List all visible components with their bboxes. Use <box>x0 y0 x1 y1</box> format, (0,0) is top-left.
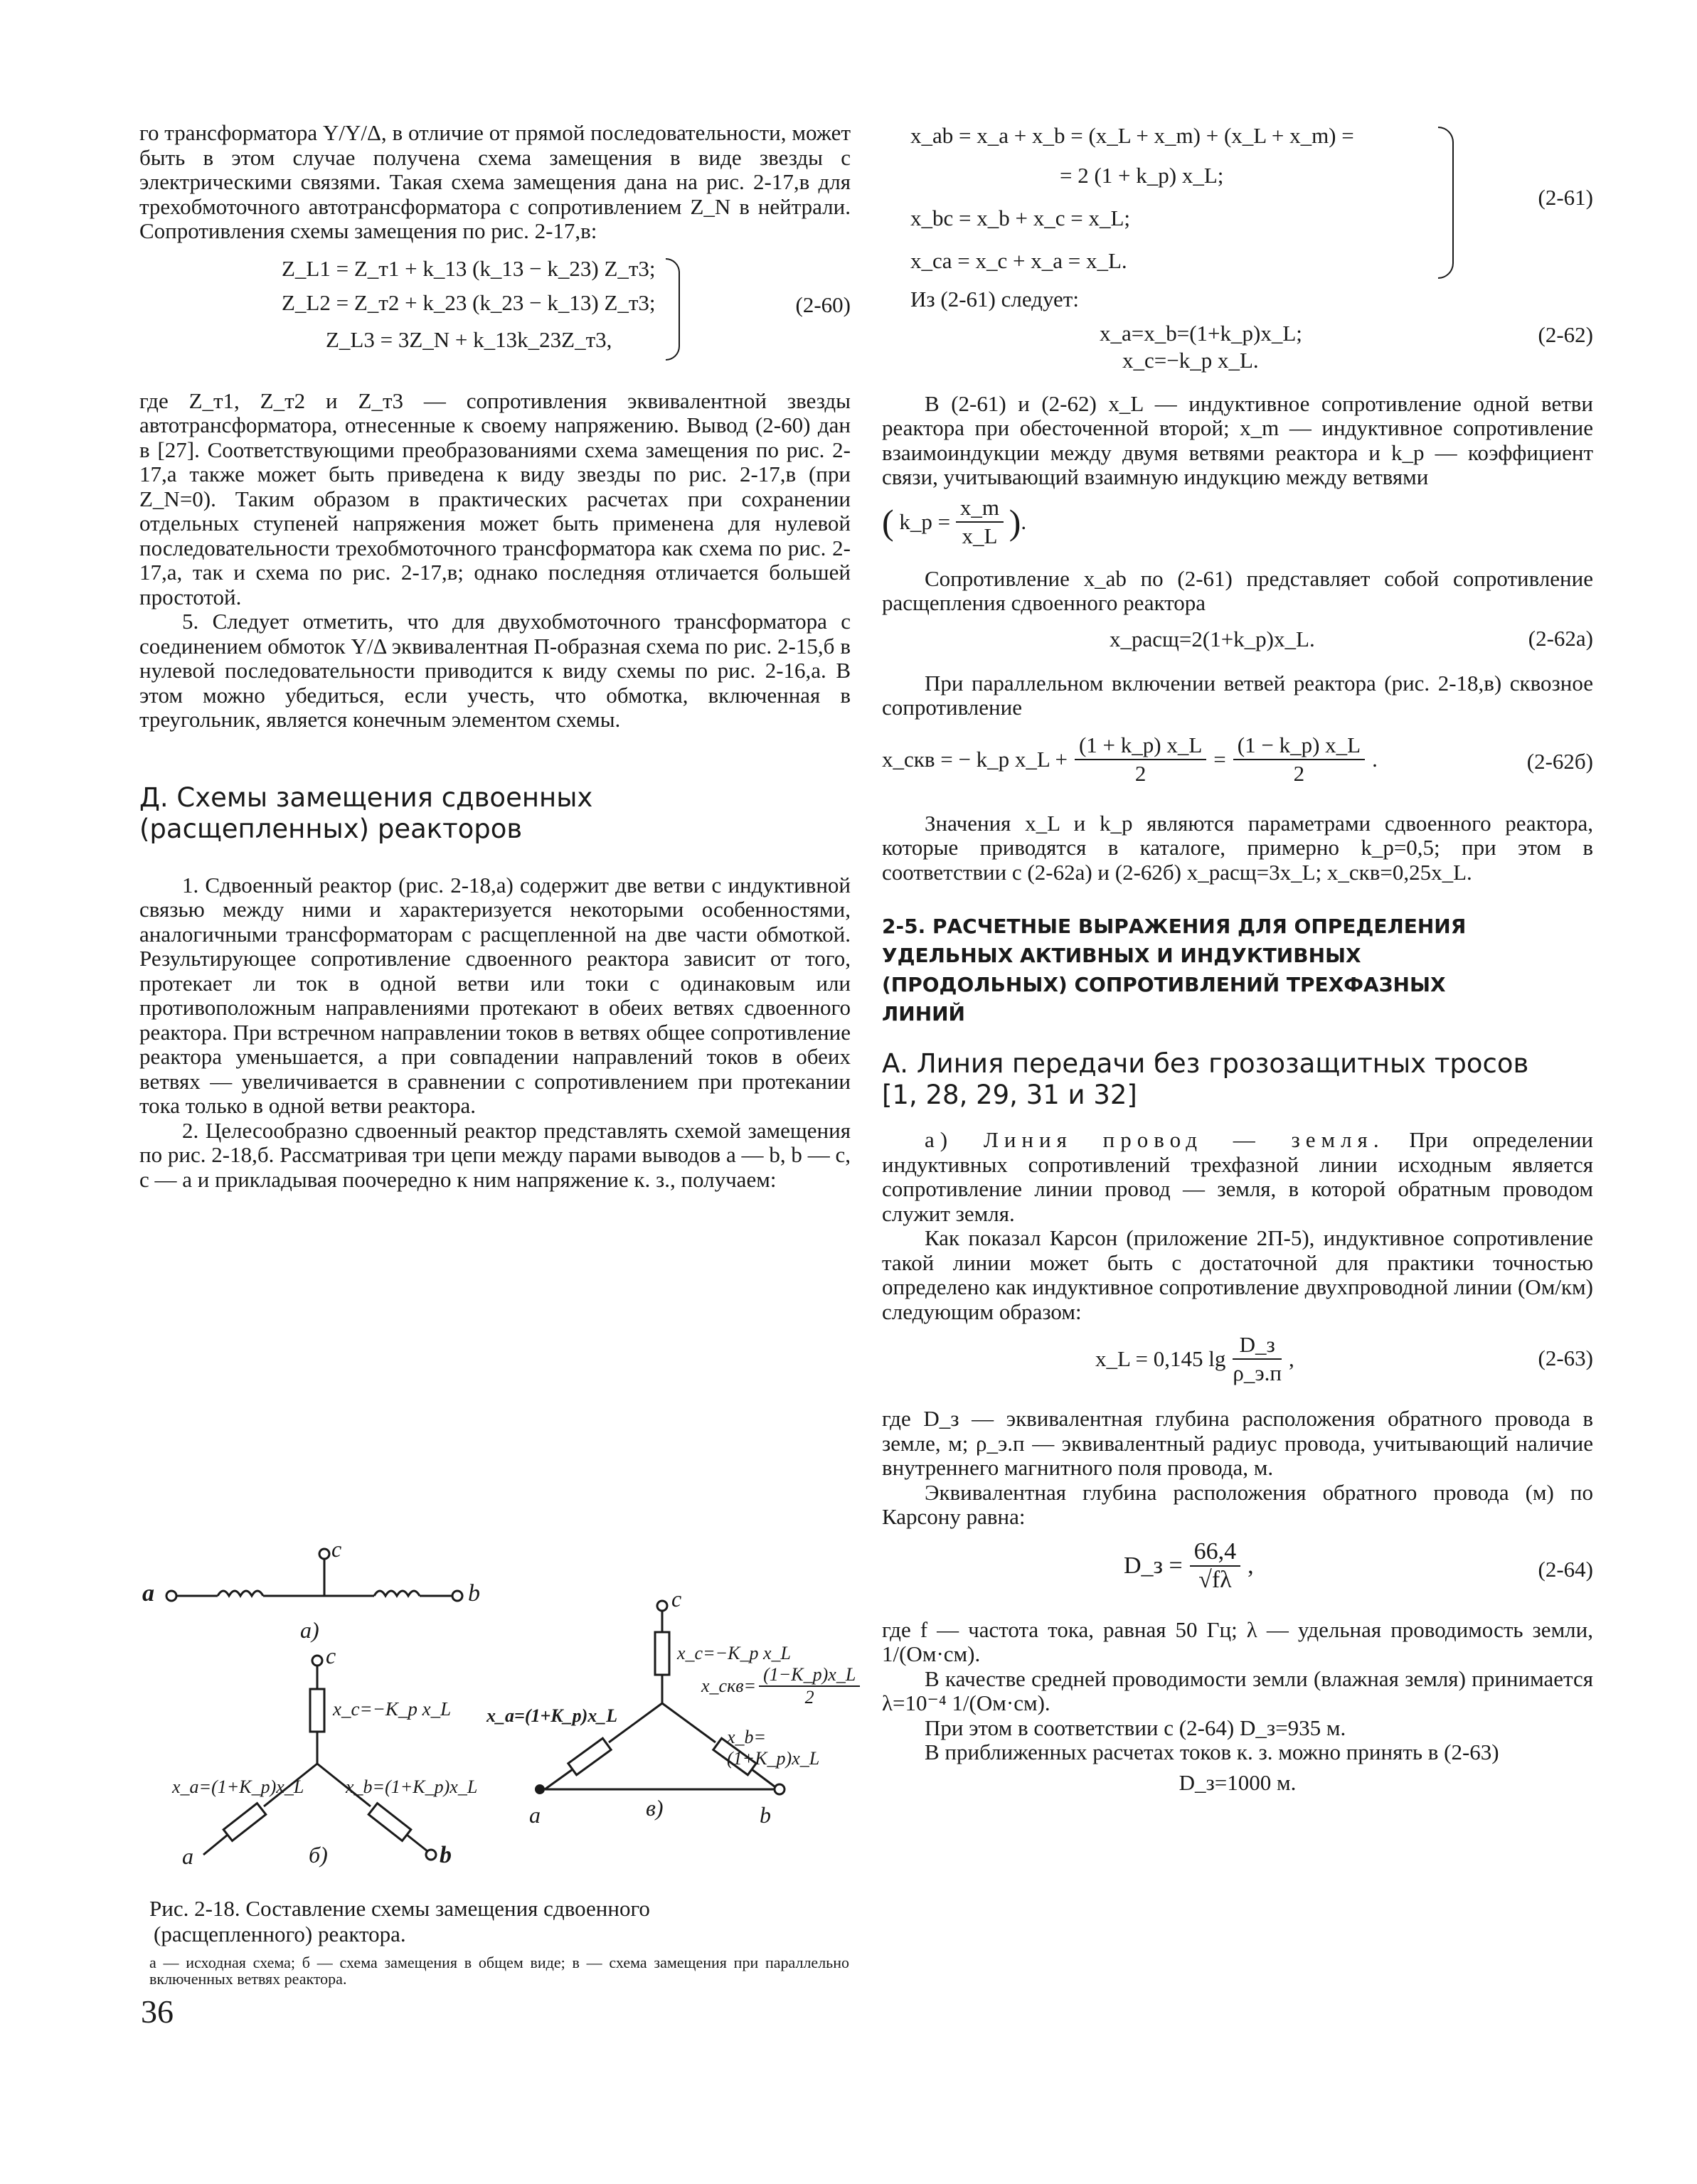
terminal-c <box>319 1549 329 1559</box>
label-a: a <box>182 1843 193 1869</box>
heading-line: УДЕЛЬНЫХ АКТИВНЫХ И ИНДУКТИВНЫХ <box>882 944 1361 967</box>
equation-number: (2-60) <box>795 292 851 317</box>
equation-number: (2-62а) <box>1528 625 1593 651</box>
winding-left <box>218 1591 263 1596</box>
label-c: c <box>326 1643 336 1668</box>
eq63-denominator: ρ_э.п <box>1233 1360 1282 1385</box>
reactance-label-xc: x_c=−K_p x_L <box>333 1698 452 1720</box>
paragraph: Сопротивление x_ab по (2-61) представляет собой сопротивление расщепления сдвоенного реактора <box>882 565 1593 615</box>
caption-line: Рис. 2-18. Составление схемы замещения сдвоенного <box>149 1896 650 1921</box>
equation-line: x_c=−k_p x_L. <box>1122 347 1259 373</box>
reactance-label-xc: x_c=−K_p x_L <box>677 1643 792 1663</box>
equation-line <box>1124 1538 1254 1594</box>
equation-2-62a <box>882 620 1593 664</box>
heading-line: (расщепленных) реакторов <box>139 813 523 844</box>
comma: , <box>1248 1552 1254 1579</box>
section-heading-a <box>882 1048 1593 1111</box>
equation-2-62 <box>882 319 1593 379</box>
kp-denominator: x_L <box>962 523 998 548</box>
eq62b-numerator: (1 + k_p) x_L <box>1075 732 1206 760</box>
equation-line: x_bc = x_b + x_c = x_L; <box>910 206 1131 230</box>
paragraph: 5. Следует отметить, что для двухобмоточного трансформатора с соединением обмоток Y/Δ эквивалентная П-образная схема по рис. 2-15,б в нулевой последовательности приводится к виду схемы по рис. 2-16,а. В этом можно убедиться, если учесть, что обмотка, включенная в треугольник, является конечным элементом схемы. <box>139 609 851 732</box>
equation-number: (2-63) <box>1538 1346 1593 1370</box>
heading-line: ЛИНИЙ <box>882 1002 965 1026</box>
eq64-lhs: D_з = <box>1124 1552 1183 1579</box>
paragraph <box>882 1128 1593 1226</box>
kp-fraction <box>956 494 1004 550</box>
equation-2-64 <box>882 1535 1593 1611</box>
terminal-a <box>166 1591 176 1601</box>
period: . <box>1372 746 1378 772</box>
label-a: a <box>529 1802 541 1828</box>
equation-number: (2-64) <box>1538 1556 1593 1582</box>
equation-line: x_ab = x_a + x_b = (x_L + x_m) + (x_L + x_m) = <box>910 123 1354 148</box>
xskv-denominator: 2 <box>804 1687 814 1708</box>
paragraph: Эквивалентная глубина расположения обратного провода (м) по Карсону равна: <box>882 1479 1593 1529</box>
label-a: a <box>142 1580 154 1607</box>
eq62b-fraction <box>1075 732 1206 787</box>
winding-right <box>374 1591 420 1596</box>
paragraph: 1. Сдвоенный реактор (рис. 2-18,а) содержит две ветви с индуктивной связью между ними и характеризуется некоторыми особенностями, аналогичными трансформаторам с расщепленной на две части обмоткой. Результирующее сопротивление сдвоенного реактора зависит от того, протекает ли ток в одной ветви или токи с одинаковым или противоположным направлениями протекают в обеих ветвях сдвоенного реактора. При встречном направлении токов в ветвях общее сопротивление реактора уменьшается, а при совпадении направлений токов в обеих ветвях — увеличивается в сравнении с сопротивлением при протекании тока только в одной ветви реактора. <box>139 872 851 1118</box>
equation-line: x_расщ=2(1+k_p)x_L. <box>1110 626 1315 651</box>
reactance-label-xb: x_b=(1+K_p)x_L <box>346 1777 478 1797</box>
paragraph: Значения x_L и k_p являются параметрами сдвоенного реактора, которые приводятся в каталоге, примерно k_p=0,5; при этом в соответствии с (2-62а) и (2-62б) x_расщ=3x_L; x_скв=0,25x_L. <box>882 810 1593 885</box>
paragraph: При параллельном включении ветвей реактора (рис. 2-18,в) сквозное сопротивление <box>882 670 1593 720</box>
equation-line: Z_L1 = Z_т1 + k_13 (k_13 − k_23) Z_т3; <box>282 255 656 281</box>
figure-legend: а — исходная схема; б — схема замещения в общем виде; в — схема замещения при параллельно включенных ветвях реактора. <box>149 1954 849 1988</box>
heading-line: (ПРОДОЛЬНЫХ) СОПРОТИВЛЕНИЙ ТРЕХФАЗНЫХ <box>882 973 1446 996</box>
terminal-b <box>452 1591 462 1601</box>
figure-caption <box>149 1896 849 1987</box>
equation-line <box>882 732 1378 787</box>
eq62b-fraction <box>1233 732 1365 787</box>
xskv-lhs: x_скв= <box>701 1676 757 1696</box>
paragraph: В приближенных расчетах токов к. з. можно принять в (2-63) <box>925 1740 1499 1764</box>
paragraph-text: При определении индуктивных сопротивлений трехфазной линии исходным является сопротивление линии провод — земля, в которой обратным проводом служит земля. <box>882 1127 1593 1226</box>
equation-line: x_a=x_b=(1+k_p)x_L; <box>1100 320 1302 346</box>
section-heading-d <box>139 782 851 845</box>
eq63-lhs: x_L = 0,145 lg <box>1095 1346 1226 1371</box>
sublabel-a: а) <box>300 1617 319 1643</box>
paragraph: Из (2-61) следует: <box>910 287 1079 311</box>
reactance-label-xskv <box>701 1664 860 1708</box>
kp-lhs: k_p = <box>899 508 951 534</box>
eq62b-denominator: 2 <box>1134 760 1147 786</box>
label-c: c <box>331 1536 342 1562</box>
paragraph: где D_з — эквивалентная глубина расположения обратного провода в земле, м; ρ_э.п — эквивалентный радиус провода, учитывающий наличие внутреннего магнитного поля провода, м. <box>882 1406 1593 1480</box>
kp-definition <box>882 494 1593 555</box>
equation-2-61 <box>882 119 1593 287</box>
equation-number: (2-62б) <box>1526 748 1593 774</box>
paragraph: В качестве средней проводимости земли (влажная земля) принимается λ=10⁻⁴ 1/(Ом·см). <box>882 1666 1593 1715</box>
eq63-numerator: D_з <box>1233 1331 1282 1360</box>
comma: , <box>1289 1346 1294 1371</box>
label-c: c <box>671 1586 682 1612</box>
equation-line: x_ca = x_c + x_a = x_L. <box>910 248 1127 273</box>
paragraph: Как показал Карсон (приложение 2П-5), индуктивное сопротивление такой линии может быть с достаточной для практики точностью определено как индуктивное сопротивление двухпроводной линии (Ом/км) следующим образом: <box>882 1225 1593 1324</box>
xskv-fraction <box>759 1664 860 1708</box>
eq64-fraction <box>1190 1538 1241 1594</box>
right-paren: ) <box>1009 501 1021 542</box>
equation-line: Z_L3 = 3Z_N + k_13k_23Z_т3, <box>326 326 612 352</box>
label-b: b <box>468 1580 480 1607</box>
paragraph: го трансформатора Y/Y/Δ, в отличие от прямой последовательности, может быть в этом случае получена схема замещения в виде звезды с электрическими связями. Такая схема замещения дана на рис. 2-17,в для трехобмоточного автотрансформатора с сопротивлением Z_N в нейтрали. Сопротивления схемы замещения по рис. 2-17,в: <box>139 120 851 243</box>
equation-2-62b <box>882 723 1593 801</box>
sublabel-v: в) <box>646 1795 664 1821</box>
equation-final: D_з=1000 м. <box>1179 1769 1297 1795</box>
equation-line: = 2 (1 + k_p) x_L; <box>1060 163 1224 188</box>
caption-line: (расщепленного) реактора. <box>154 1922 406 1946</box>
eq63-fraction <box>1233 1331 1282 1387</box>
eq62b-lhs: x_скв = − k_p x_L + <box>882 746 1068 772</box>
equation-2-60 <box>139 252 851 373</box>
label-b: b <box>440 1842 452 1868</box>
reactance-label-xb: x_b=(1+K_p)x_L <box>727 1727 820 1769</box>
sublabel-b: б) <box>309 1842 328 1868</box>
eq62b-equals: = <box>1213 746 1226 772</box>
equation-number: (2-62) <box>1538 321 1593 347</box>
eq64-numerator: 66,4 <box>1190 1538 1241 1567</box>
reactance-label-xa: x_a=(1+K_p)x_L <box>172 1777 304 1797</box>
equation-line <box>1095 1331 1294 1387</box>
equation-line: Z_L2 = Z_т2 + k_23 (k_23 − k_13) Z_т3; <box>282 289 656 315</box>
paragraph: где Z_т1, Z_т2 и Z_т3 — сопротивления эквивалентной звезды автотрансформатора, отнесенные к своему напряжению. Вывод (2-60) дан в [27]. Соответствующими преобразованиями схема замещения по рис. 2-17,а также может быть приведена к виду звезды по рис. 2-17,в (при Z_N=0). Таким образом в практических расчетах при сохранении отдельных ступеней напряжения может быть применена для нулевой последовательности трехобмоточного трансформатора как схема по рис. 2-17,а, так и схема по рис. 2-17,в; однако последняя отличается большей простотой. <box>139 388 851 609</box>
left-column <box>139 121 851 1192</box>
right-brace <box>666 258 680 361</box>
equation-number: (2-61) <box>1538 185 1593 210</box>
heading-line: А. Линия передачи без грозозащитных тросов <box>882 1048 1529 1079</box>
heading-line: [1, 28, 29, 31 и 32] <box>882 1080 1137 1110</box>
label-b: b <box>760 1802 771 1828</box>
paragraph: 2. Целесообразно сдвоенный реактор представлять схемой замещения по рис. 2-18,б. Рассматривая три цепи между парами выводов a — b, b — c, c — a и прикладывая поочередно к ним напряжение к. з., получаем: <box>139 1117 851 1192</box>
subsection-title: а) Линия провод — земля. <box>925 1127 1385 1152</box>
paragraph: При этом в соответствии с (2-64) D_з=935 м. <box>925 1715 1346 1740</box>
figure-2-18 <box>139 1536 856 1899</box>
paragraph: В (2-61) и (2-62) x_L — индуктивное сопротивление одной ветви реактора при обесточенной второй; x_m — индуктивное сопротивление взаимоиндукции между двумя ветвями реактора и k_p — коэффициент связи, учитывающий взаимную индукцию между ветвями <box>882 390 1593 489</box>
period: . <box>1021 508 1027 534</box>
equation-2-63 <box>882 1328 1593 1400</box>
section-heading-2-5 <box>882 912 1593 1028</box>
kp-numerator: x_m <box>956 494 1004 523</box>
xskv-numerator: (1−K_p)x_L <box>759 1664 860 1687</box>
right-column <box>882 119 1593 1799</box>
eq64-denominator: √fλ <box>1198 1566 1232 1593</box>
paragraph: где f — частота тока, равная 50 Гц; λ — удельная проводимость земли, 1/(Ом·см). <box>882 1616 1593 1666</box>
right-brace <box>1438 127 1454 279</box>
eq62b-numerator: (1 − k_p) x_L <box>1233 732 1365 760</box>
heading-line: Д. Схемы замещения сдвоенных <box>139 782 593 813</box>
reactance-label-xa: x_a=(1+K_p)x_L <box>486 1705 618 1726</box>
left-paren: ( <box>882 501 894 542</box>
heading-line: 2-5. РАСЧЕТНЫЕ ВЫРАЖЕНИЯ ДЛЯ ОПРЕДЕЛЕНИЯ <box>882 915 1467 938</box>
page-number: 36 <box>141 1993 174 2030</box>
eq62b-denominator: 2 <box>1293 760 1305 786</box>
